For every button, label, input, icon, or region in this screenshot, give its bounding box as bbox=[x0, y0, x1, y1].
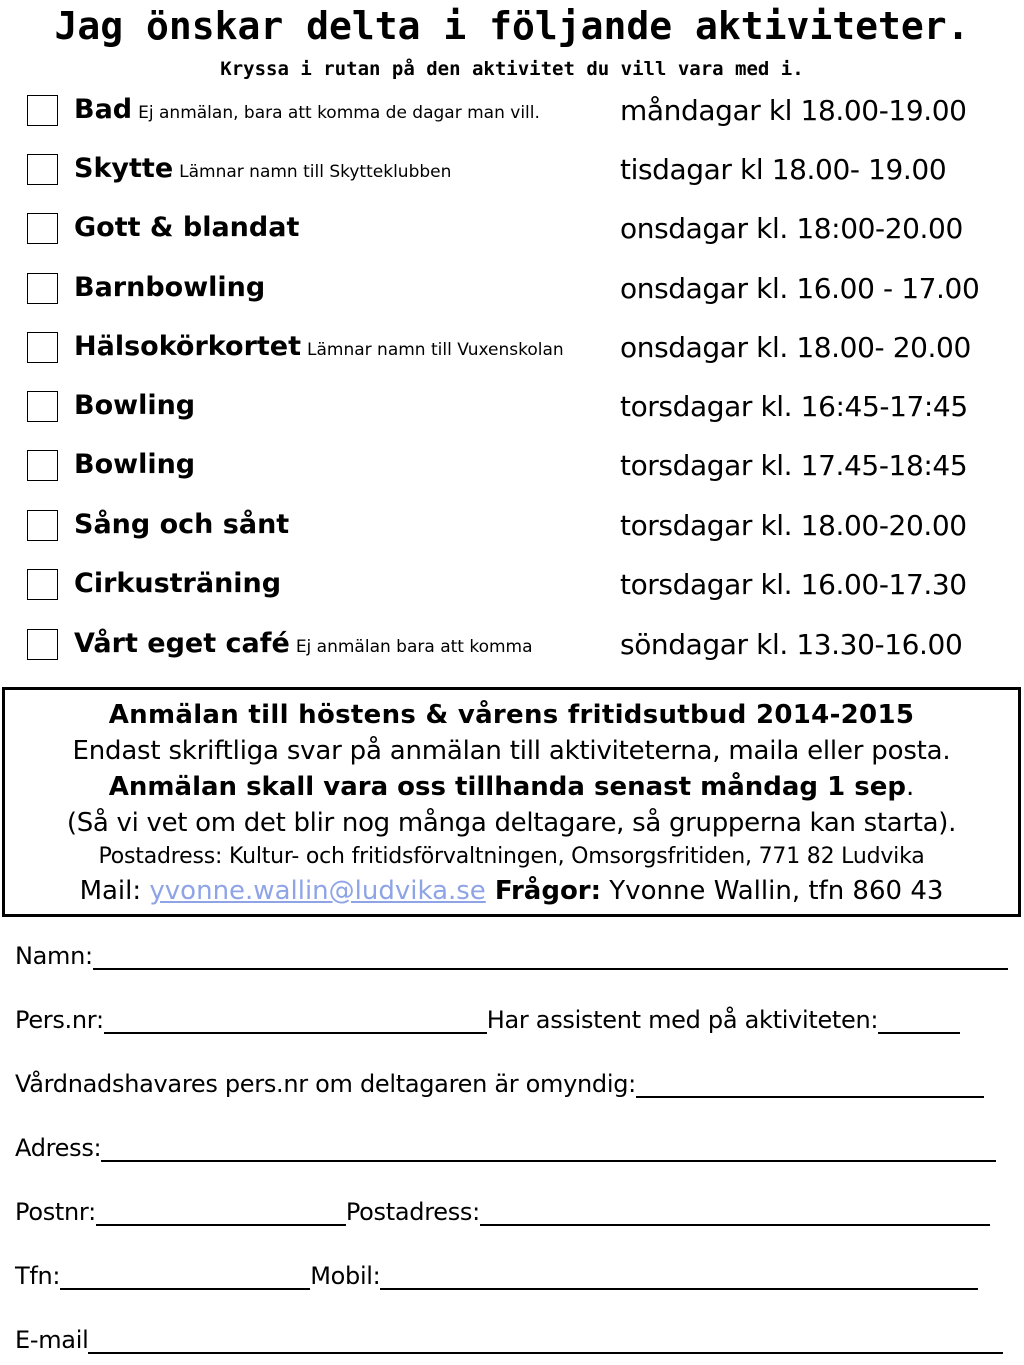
email-label: E-mail bbox=[15, 1326, 89, 1354]
checkbox-cirkustraning[interactable] bbox=[27, 569, 58, 600]
activity-time: torsdagar kl. 16:45-17:45 bbox=[620, 390, 968, 423]
activity-note: Lämnar namn till Vuxenskolan bbox=[307, 340, 564, 360]
activity-note: Lämnar namn till Skytteklubben bbox=[179, 162, 452, 182]
activity-time: torsdagar kl. 18.00-20.00 bbox=[620, 509, 967, 542]
info-postal-address: Postadress: Kultur- och fritidsförvaltningen, Omsorgsfritiden, 771 82 Ludvika bbox=[98, 844, 925, 869]
info-heading: Anmälan till höstens & vårens fritidsutbud 2014-2015 bbox=[108, 700, 915, 730]
info-deadline bbox=[5, 772, 1018, 802]
activity-name: Cirkusträning bbox=[74, 568, 282, 599]
form-row-address bbox=[15, 1132, 996, 1172]
form-row-phone bbox=[15, 1260, 978, 1300]
activity-row-barnbowling bbox=[0, 270, 1024, 316]
activity-row-bowling-1 bbox=[0, 388, 1024, 434]
activity-name: Gott & blandat bbox=[74, 212, 300, 243]
checkbox-bowling-1[interactable] bbox=[27, 391, 58, 422]
checkbox-sang-och-sant[interactable] bbox=[27, 510, 58, 541]
activity-time: onsdagar kl. 16.00 - 17.00 bbox=[620, 272, 980, 305]
address-label: Adress: bbox=[15, 1134, 102, 1162]
activity-time: torsdagar kl. 17.45-18:45 bbox=[620, 449, 968, 482]
guardian-label: Vårdnadshavares pers.nr om deltagaren är omyndig: bbox=[15, 1070, 636, 1098]
questions-label: Frågor: bbox=[485, 876, 602, 906]
activity-row-bowling-2 bbox=[0, 447, 1024, 493]
checkbox-skytte[interactable] bbox=[27, 154, 58, 185]
name-field[interactable] bbox=[93, 940, 1008, 970]
page-title: Jag önskar delta i följande aktiviteter. bbox=[54, 4, 970, 48]
assistant-field[interactable] bbox=[878, 1004, 960, 1034]
info-deadline-period: . bbox=[905, 772, 915, 802]
activity-name: Barnbowling bbox=[74, 272, 266, 303]
form-row-postal bbox=[15, 1196, 990, 1236]
activity-row-skytte bbox=[0, 151, 1024, 197]
postnr-label: Postnr: bbox=[15, 1198, 96, 1226]
activity-row-cirkustraning bbox=[0, 566, 1024, 612]
activity-name: Sång och sånt bbox=[74, 509, 290, 540]
mail-label: Mail: bbox=[79, 876, 150, 906]
questions-contact: Yvonne Wallin, tfn 860 43 bbox=[601, 876, 944, 906]
activity-name: Hälsokörkortet bbox=[74, 331, 302, 362]
activity-name: Bowling bbox=[74, 390, 196, 421]
activity-time: onsdagar kl. 18.00- 20.00 bbox=[620, 331, 971, 364]
checkbox-barnbowling[interactable] bbox=[27, 273, 58, 304]
info-contact bbox=[5, 876, 1018, 906]
activity-row-sang-och-sant bbox=[0, 507, 1024, 553]
form-row-email bbox=[15, 1324, 1003, 1364]
activity-time: måndagar kl 18.00-19.00 bbox=[620, 94, 967, 127]
activity-name: Vårt eget café bbox=[74, 628, 290, 659]
form-row-name bbox=[15, 940, 1008, 980]
assistant-label: Har assistent med på aktiviteten: bbox=[486, 1006, 879, 1034]
activity-row-vart-eget-cafe bbox=[0, 626, 1024, 672]
activity-time: söndagar kl. 13.30-16.00 bbox=[620, 628, 963, 661]
persnr-label: Pers.nr: bbox=[15, 1006, 104, 1034]
info-reason: (Så vi vet om det blir nog många deltagare, så grupperna kan starta). bbox=[66, 808, 957, 838]
checkbox-halsokorkortet[interactable] bbox=[27, 332, 58, 363]
activity-time: onsdagar kl. 18:00-20.00 bbox=[620, 212, 963, 245]
page-subtitle: Kryssa i rutan på den aktivitet du vill vara med i. bbox=[220, 58, 804, 80]
info-instructions: Endast skriftliga svar på anmälan till aktiviteterna, maila eller posta. bbox=[72, 736, 951, 766]
checkbox-bad[interactable] bbox=[27, 95, 58, 126]
form-row-persnr bbox=[15, 1004, 960, 1044]
postadress-field[interactable] bbox=[480, 1196, 990, 1226]
email-field[interactable] bbox=[88, 1324, 1003, 1354]
checkbox-bowling-2[interactable] bbox=[27, 450, 58, 481]
info-box bbox=[2, 687, 1021, 917]
activity-name: Skytte bbox=[74, 153, 174, 184]
activity-time: tisdagar kl 18.00- 19.00 bbox=[620, 153, 947, 186]
address-field[interactable] bbox=[101, 1132, 996, 1162]
activity-note: Ej anmälan, bara att komma de dagar man vill. bbox=[138, 103, 540, 123]
name-label: Namn: bbox=[15, 942, 93, 970]
activity-name: Bad bbox=[74, 94, 133, 125]
activity-row-bad bbox=[0, 92, 1024, 138]
activity-row-gott-blandat bbox=[0, 210, 1024, 256]
tfn-label: Tfn: bbox=[15, 1262, 61, 1290]
mobil-field[interactable] bbox=[380, 1260, 978, 1290]
activity-note: Ej anmälan bara att komma bbox=[295, 637, 533, 657]
postnr-field[interactable] bbox=[96, 1196, 346, 1226]
postadress-label: Postadress: bbox=[345, 1198, 480, 1226]
activity-time: torsdagar kl. 16.00-17.30 bbox=[620, 568, 967, 601]
form-row-guardian bbox=[15, 1068, 984, 1108]
info-deadline-text: Anmälan skall vara oss tillhanda senast måndag 1 sep bbox=[108, 772, 906, 802]
tfn-field[interactable] bbox=[60, 1260, 310, 1290]
activity-name: Bowling bbox=[74, 449, 196, 480]
activity-row-halsokorkortet bbox=[0, 329, 1024, 375]
checkbox-vart-eget-cafe[interactable] bbox=[27, 629, 58, 660]
guardian-persnr-field[interactable] bbox=[636, 1068, 984, 1098]
mobil-label: Mobil: bbox=[310, 1262, 381, 1290]
persnr-field[interactable] bbox=[104, 1004, 487, 1034]
mail-link[interactable]: yvonne.wallin@ludvika.se bbox=[149, 876, 486, 906]
checkbox-gott-blandat[interactable] bbox=[27, 213, 58, 244]
